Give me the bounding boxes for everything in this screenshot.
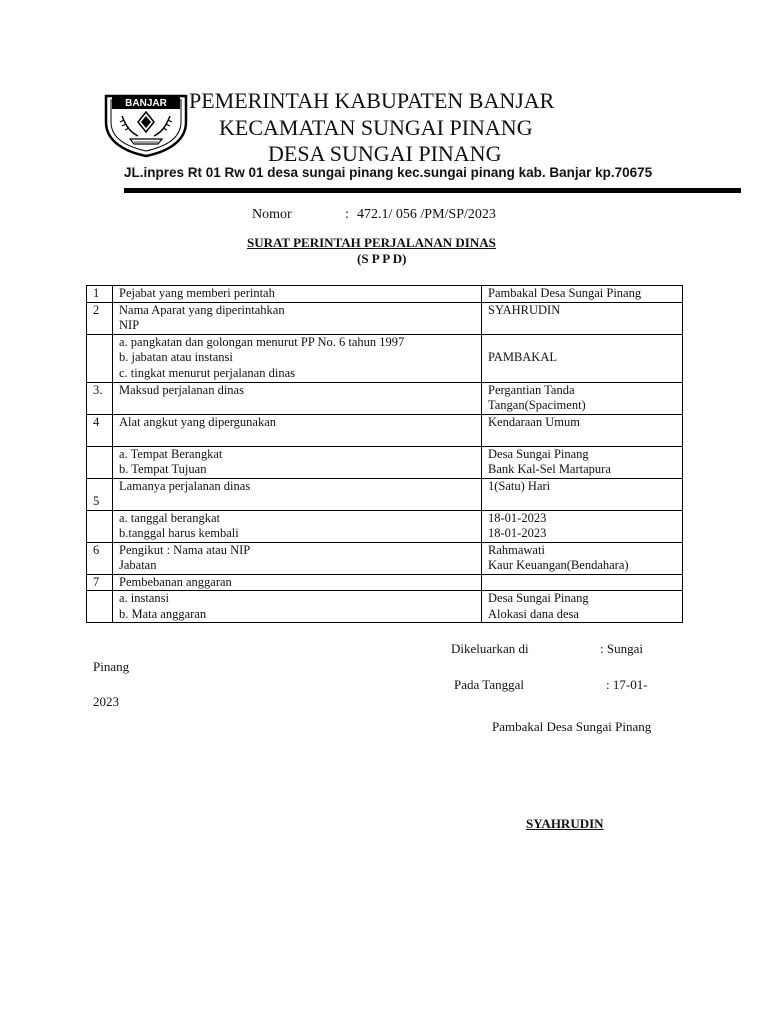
nomor-label: Nomor <box>252 207 292 222</box>
header-divider <box>124 188 741 193</box>
row-value <box>482 574 683 591</box>
value-line: Kendaraan Umum <box>488 414 580 429</box>
document-title: SURAT PERINTAH PERJALANAN DINAS <box>247 235 496 250</box>
document-subtitle: (S P P D) <box>357 251 407 266</box>
row-description <box>113 574 482 591</box>
nomor-value: 472.1/ 056 /PM/SP/2023 <box>357 207 496 222</box>
row-number <box>87 446 113 478</box>
nomor-separator: : <box>345 207 349 222</box>
description-line: Jabatan <box>119 558 157 572</box>
row-description <box>113 286 482 303</box>
issued-at-continuation: Pinang <box>93 659 130 674</box>
header-line-3: DESA SUNGAI PINANG <box>268 141 502 166</box>
sppd-table <box>86 285 683 623</box>
table-row <box>87 286 683 303</box>
row-description <box>113 478 482 510</box>
row-value <box>482 382 683 414</box>
row-value <box>482 446 683 478</box>
row-number <box>87 334 113 382</box>
value-line: Alokasi dana desa <box>488 606 579 621</box>
issued-at-label: Dikeluarkan di <box>451 641 529 656</box>
row-number: 1 <box>87 286 113 303</box>
issued-date-continuation: 2023 <box>93 694 119 709</box>
description-line: a. instansi <box>119 591 169 605</box>
table-row <box>87 334 683 382</box>
description-line: NIP <box>119 318 140 332</box>
issued-at-value: : Sungai <box>600 641 643 656</box>
row-description <box>113 446 482 478</box>
row-description <box>113 591 482 623</box>
value-line: Tangan(Spaciment) <box>488 398 586 412</box>
row-value <box>482 286 683 303</box>
description-line: a. tanggal berangkat <box>119 510 220 525</box>
value-line: 18-01-2023 <box>488 526 547 540</box>
row-description <box>113 382 482 414</box>
table-row <box>87 446 683 478</box>
description-line: b. jabatan atau instansi <box>119 350 233 364</box>
row-description <box>113 414 482 446</box>
logo-text: BANJAR <box>125 98 167 109</box>
row-number: 6 <box>87 542 113 574</box>
description-line: b. Tempat Tujuan <box>119 462 207 476</box>
table-row <box>87 382 683 414</box>
row-value <box>482 510 683 542</box>
row-number <box>87 510 113 542</box>
value-line: Rahmawati <box>488 542 545 557</box>
value-line: 18-01-2023 <box>488 510 547 525</box>
value-line: Bank Kal-Sel Martapura <box>488 462 611 476</box>
row-description <box>113 334 482 382</box>
description-line: Maksud perjalanan dinas <box>119 382 244 397</box>
table-row <box>87 510 683 542</box>
row-number: 7 <box>87 574 113 591</box>
description-line: b. Mata anggaran <box>119 606 207 621</box>
description-line: a. pangkatan dan golongan menurut PP No. 6 tahun 1997 <box>119 334 405 349</box>
row-value <box>482 334 683 382</box>
description-line: a. Tempat Berangkat <box>119 446 223 461</box>
signer-name: SYAHRUDIN <box>526 816 604 831</box>
description-line: Alat angkut yang dipergunakan <box>119 414 277 429</box>
value-line: Pambakal Desa Sungai Pinang <box>488 286 642 300</box>
header-line-2: KECAMATAN SUNGAI PINANG <box>219 115 533 140</box>
description-line: c. tingkat menurut perjalanan dinas <box>119 365 295 380</box>
header-line-1: PEMERINTAH KABUPATEN BANJAR <box>189 88 555 113</box>
value-line: SYAHRUDIN <box>488 302 561 317</box>
row-number: 5 <box>87 478 113 510</box>
table-row <box>87 591 683 623</box>
row-value <box>482 478 683 510</box>
row-number: 3. <box>87 382 113 414</box>
table-row <box>87 542 683 574</box>
row-description <box>113 510 482 542</box>
row-description <box>113 302 482 334</box>
banjar-regency-logo <box>102 92 190 158</box>
description-line: Pembebanan anggaran <box>119 574 232 589</box>
value-line: Desa Sungai Pinang <box>488 446 589 461</box>
table-row <box>87 302 683 334</box>
row-value <box>482 302 683 334</box>
description-line: Lamanya perjalanan dinas <box>119 478 251 493</box>
value-line: Desa Sungai Pinang <box>488 591 589 605</box>
issued-date-label: Pada Tanggal <box>454 677 524 692</box>
value-line: PAMBAKAL <box>488 350 558 365</box>
value-line: 1(Satu) Hari <box>488 478 551 493</box>
issued-date-value: : 17-01- <box>606 677 648 692</box>
description-line: Pejabat yang memberi perintah <box>119 286 275 300</box>
value-line: Kaur Keuangan(Bendahara) <box>488 558 629 572</box>
value-line: Pergantian Tanda <box>488 382 575 397</box>
table-row <box>87 478 683 510</box>
row-number: 2 <box>87 302 113 334</box>
description-line: Nama Aparat yang diperintahkan <box>119 302 285 317</box>
header-address: JL.inpres Rt 01 Rw 01 desa sungai pinang kec.sungai pinang kab. Banjar kp.70675 <box>124 165 653 180</box>
description-line: b.tanggal harus kembali <box>119 526 239 540</box>
row-value <box>482 414 683 446</box>
signer-title: Pambakal Desa Sungai Pinang <box>492 719 652 734</box>
description-line: Pengikut : Nama atau NIP <box>119 542 251 557</box>
table-row <box>87 574 683 591</box>
row-value <box>482 591 683 623</box>
row-value <box>482 542 683 574</box>
row-number <box>87 591 113 623</box>
row-description <box>113 542 482 574</box>
row-number: 4 <box>87 414 113 446</box>
table-row <box>87 414 683 446</box>
